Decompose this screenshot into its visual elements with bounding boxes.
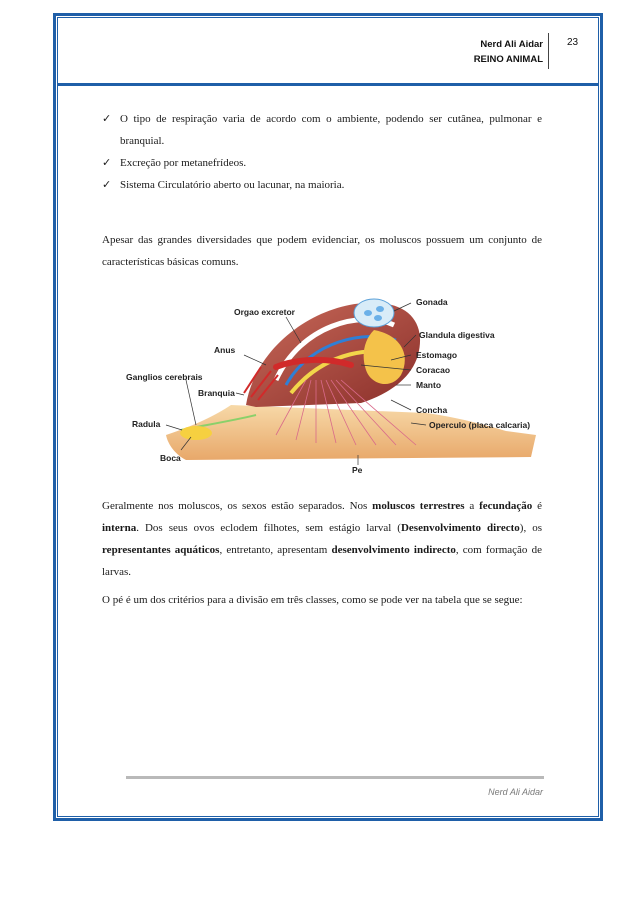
feature-list bbox=[102, 108, 542, 196]
gonad-cell bbox=[376, 306, 384, 312]
label-glandula-digestiva: Glandula digestiva bbox=[419, 330, 495, 340]
gonad-cell bbox=[374, 315, 382, 321]
label-manto: Manto bbox=[416, 380, 442, 390]
checkmark-icon: ✓ bbox=[102, 178, 112, 191]
radula-shape bbox=[180, 426, 212, 440]
header-author: Nerd Ali Aidar bbox=[480, 39, 543, 50]
foot-shape bbox=[166, 405, 536, 460]
label-operculo: Operculo (placa calcaria) bbox=[429, 420, 531, 430]
checkmark-icon: ✓ bbox=[102, 112, 112, 125]
label-coracao: Coracao bbox=[416, 365, 451, 375]
text-run: . Dos seus ovos eclodem filhotes, sem estágio larval ( bbox=[136, 522, 401, 534]
label-branquia: Branquia bbox=[198, 388, 235, 398]
label-radula: Radula bbox=[132, 419, 161, 429]
label-anus: Anus bbox=[214, 345, 236, 355]
bold-term: interna bbox=[102, 522, 137, 534]
classification-paragraph: O pé é um dos critérios para a divisão em três classes, como se pode ver na tabela que se segue: bbox=[102, 594, 523, 606]
header-subject: REINO ANIMAL bbox=[473, 54, 543, 65]
label-ganglios-cerebrais: Ganglios cerebrais bbox=[126, 372, 203, 382]
list-item bbox=[102, 108, 542, 152]
text-run: ), os bbox=[519, 522, 542, 534]
list-item-text: Excreção por metanefrídeos. bbox=[120, 157, 247, 169]
label-concha: Concha bbox=[416, 405, 448, 415]
label-gonada: Gonada bbox=[416, 297, 448, 307]
header-title bbox=[474, 37, 543, 67]
gonad-cell bbox=[364, 310, 372, 316]
text-run: Geralmente nos moluscos, os sexos estão separados. Nos bbox=[102, 500, 373, 512]
text-run: é bbox=[532, 500, 542, 512]
bold-term: moluscos terrestres bbox=[372, 500, 465, 512]
label-boca: Boca bbox=[160, 453, 181, 463]
list-item bbox=[102, 174, 542, 196]
label-pe: Pe bbox=[352, 465, 363, 475]
label-estomago: Estomago bbox=[416, 350, 458, 360]
footer-author: Nerd Ali Aidar bbox=[488, 787, 543, 797]
page-number: 23 bbox=[567, 37, 579, 48]
checkmark-icon: ✓ bbox=[102, 156, 112, 169]
gonad-shape bbox=[354, 299, 394, 327]
bold-term: Desenvolvimento directo bbox=[400, 522, 520, 534]
list-item-text: Sistema Circulatório aberto ou lacunar, na maioria. bbox=[120, 179, 345, 191]
text-run: , entretanto, apresentam bbox=[219, 544, 332, 556]
footer-rule bbox=[126, 776, 544, 779]
reproduction-paragraph bbox=[102, 495, 542, 583]
header-rule bbox=[57, 83, 599, 86]
bold-term: desenvolvimento indirecto bbox=[331, 544, 456, 556]
text-run: a bbox=[464, 500, 480, 512]
label-orgao-excretor: Orgao excretor bbox=[234, 307, 295, 317]
intro-paragraph: Apesar das grandes diversidades que podem evidenciar, os moluscos possuem um conjunto de características básicas comuns. bbox=[102, 234, 542, 268]
header-divider bbox=[548, 33, 549, 69]
bold-term: representantes aquáticos bbox=[102, 544, 220, 556]
mollusc-anatomy-diagram bbox=[126, 285, 546, 475]
list-item bbox=[102, 152, 542, 174]
bold-term: fecundação bbox=[479, 500, 533, 512]
text-run: , com formação de larvas. bbox=[102, 544, 542, 578]
list-item-text: O tipo de respiração varia de acordo com o ambiente, podendo ser cutânea, pulmonar e branquial. bbox=[120, 113, 542, 147]
